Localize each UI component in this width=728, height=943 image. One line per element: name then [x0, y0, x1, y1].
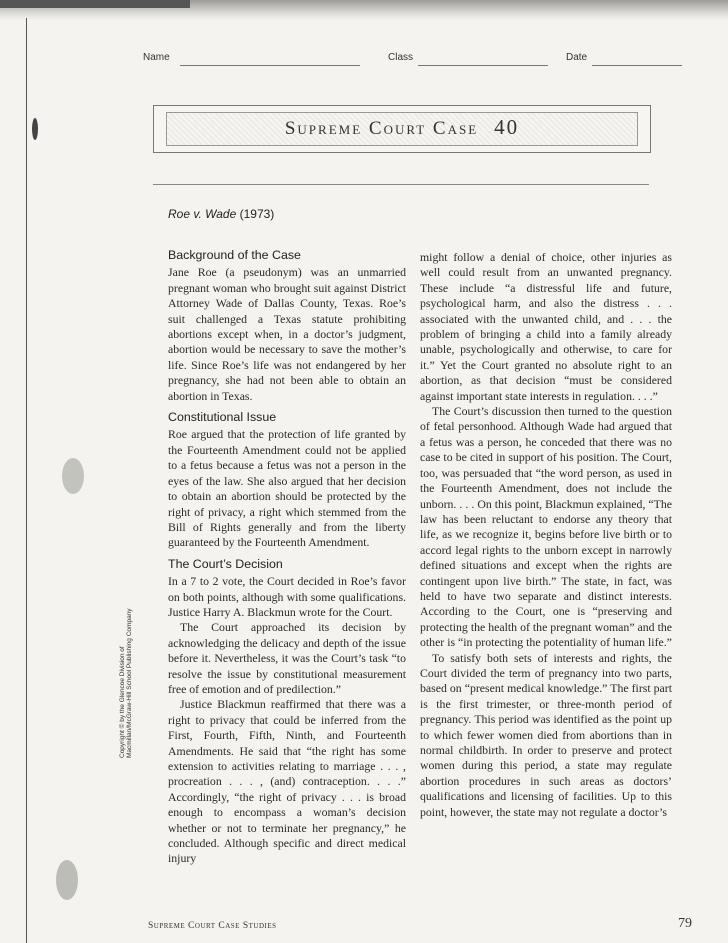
- decision-paragraph: In a 7 to 2 vote, the Court decided in Roe’s favor on both points, although with some qualifications. Justice Harry A. Blackmun wrote for the Court.: [168, 574, 406, 619]
- background-paragraph: Jane Roe (a pseudonym) was an unmarried pregnant woman who brought suit against District Attorney Wade of Dallas County, Texas. Roe’s suit challenged a Texas statute prohibiting abortions except when, in a doctor’s judgment, abortion would be necessary to save the mother’s life. Since Roe’s life was not endangered by her pregnancy, she had not been able to obtain an abortion in Texas.: [168, 265, 406, 403]
- class-label: Class: [388, 52, 414, 63]
- punch-hole-mark: [62, 458, 84, 494]
- name-field[interactable]: [180, 65, 360, 66]
- page-number: 79: [678, 916, 692, 931]
- title-text: Supreme Court Case: [284, 118, 479, 139]
- copyright-line-2: Macmillan/McGraw-Hill School Publishing Company: [126, 608, 133, 758]
- name-label: Name: [143, 52, 170, 63]
- copyright-notice-graphic: [118, 608, 133, 758]
- copyright-notice: [118, 608, 133, 758]
- page-title: [154, 115, 650, 140]
- punch-mark: [32, 118, 38, 140]
- section-background: [168, 248, 406, 404]
- copyright-line-1: Copyright © by the Glencoe Division of: [119, 646, 126, 758]
- case-heading: [168, 207, 274, 221]
- date-field[interactable]: [592, 65, 682, 66]
- scan-top-mark: [0, 0, 190, 8]
- body-paragraph: The Court’s discussion then turned to the question of fetal personhood. Although Wade had argued that a fetus was a person, he conceded that there was no case to be cited in support of his position. The Court, too, was persuaded that “the word person, as used in the Fourteenth Amendment, does not include the unborn. . . . On this point, Blackmun explained, “The law has been reluctant to endorse any theory that life, as we recognize it, begins before live birth or to accord legal rights to the unborn except in narrowly defined situations and except when the rights are contingent upon live birth.” The state, in fact, was held to have two separate and distinct interests. According to the Court, one is “preserving and protecting the health of the pregnant woman” and the other is “in protecting the potentiality of human life.”: [420, 404, 672, 650]
- right-column: [420, 250, 672, 820]
- issue-paragraph: Roe argued that the protection of life granted by the Fourteenth Amendment could not be applied to a fetus because a fetus was not a person in the eyes of the law. She also argued that her decision to obtain an abortion should be protected by the right of privacy, a right which stemmed from the Bill of Rights generally and from the liberty guaranteed by the Fourteenth Amendment.: [168, 427, 406, 550]
- issue-heading: Constitutional Issue: [168, 410, 277, 425]
- case-year: (1973): [239, 207, 275, 221]
- date-label: Date: [566, 52, 588, 63]
- case-number: 40: [494, 115, 520, 139]
- footer-series: Supreme Court Case Studies: [148, 921, 277, 931]
- decision-paragraph: Justice Blackmun reaffirmed that there was a right to privacy that could be inferred from the First, Fourth, Fifth, Ninth, and Fourteenth Amendments. He said that “the right has some extension to activities relating to marriage . . . , procreation . . . , (and) contraception. . . .” Accordingly, “the right of privacy . . . is broad enough to encompass a woman’s decision whether or not to terminate her pregnancy,” he concluded. Although specific and direct medical injury: [168, 697, 406, 866]
- title-banner: [153, 105, 651, 153]
- decision-heading: The Court’s Decision: [168, 556, 283, 571]
- section-issue: [168, 410, 406, 551]
- body-paragraph: To satisfy both sets of interests and rights, the Court divided the term of pregnancy into two parts, based on “present medical knowledge.” The first part is the first trimester, or three-month period of pregnancy. This period was identified as the point up to which fewer women died from abortions than in normal childbirth. In order to preserve and protect women during this period, a state may regulate abortion procedures in such areas as doctors’ qualifications and licensing of facilities. Up to this point, however, the state may not regulate a doctor’s: [420, 650, 672, 819]
- body-paragraph: might follow a denial of choice, other injuries as well could result from an unwanted pregnancy. These include “a distressful life and future, psychological harm, and also the distress . . . associated with the unwanted child, and . . . the problem of bringing a child into a family already unable, psychologically and otherwise, to care for it.” Yet the Court granted no absolute right to an abortion, as that decision “must be considered against important state interests in regulation. . . .”: [420, 250, 672, 403]
- punch-hole-mark-lower: [56, 860, 78, 900]
- section-decision: [168, 557, 406, 867]
- title-divider: [153, 184, 649, 185]
- class-field[interactable]: [418, 65, 548, 66]
- case-name: Roe v. Wade: [168, 207, 237, 221]
- left-column: [168, 248, 406, 873]
- background-heading: Background of the Case: [168, 248, 301, 262]
- binding-edge: [26, 18, 27, 943]
- decision-paragraph: The Court approached its decision by acknowledging the delicacy and depth of the issue before it. Nevertheless, it was the Court’s task “to resolve the issue by constitutional measurement free of emotion and of predilection.”: [168, 620, 406, 696]
